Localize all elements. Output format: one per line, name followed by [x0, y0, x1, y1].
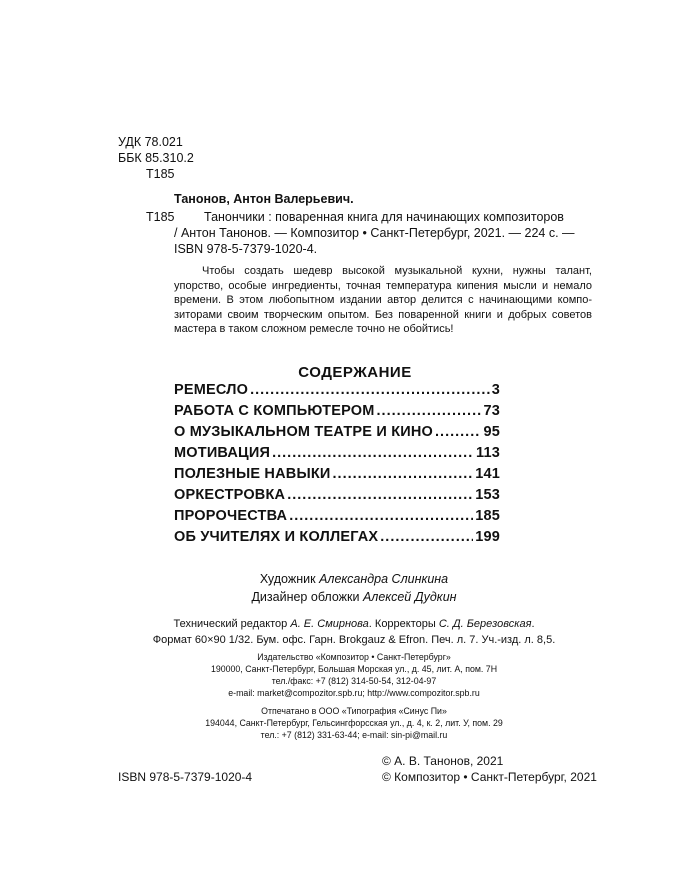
- artist-label: Художник: [259, 572, 316, 586]
- toc-leader: [287, 487, 473, 503]
- toc-entry-page: 113: [476, 445, 500, 461]
- toc-entry-title: РАБОТА С КОМПЬЮТЕРОМ: [174, 403, 375, 419]
- publisher-name: Издательство «Композитор • Санкт-Петербург»: [257, 652, 451, 662]
- artist-credit: [14, 570, 680, 588]
- annotation-line: мастера в таком сложном ремесле точно не обойтись!: [174, 323, 454, 335]
- annotation-line: зиторами своим творческим опытом. Без поваренной книги и добрых советов: [174, 308, 592, 321]
- technical-editors: Технический редактор А. Е. Смирнова. Корректоры С. Д. Березовская.: [173, 618, 535, 630]
- toc-entry-title: ПОЛЕЗНЫЕ НАВЫКИ: [174, 466, 331, 482]
- printer-name: Отпечатано в ООО «Типография «Синус Пи»: [261, 706, 447, 716]
- toc-entry: [174, 424, 500, 445]
- toc-entry-page: 199: [475, 529, 500, 545]
- toc-entry: [174, 487, 500, 508]
- contents-title: СОДЕРЖАНИЕ: [298, 364, 412, 381]
- toc-entry-page: 153: [475, 487, 500, 503]
- printer-address: 194044, Санкт-Петербург, Гельсингфорсская ул., д. 4, к. 2, лит. У, пом. 29: [205, 718, 503, 728]
- toc-entry: [174, 403, 500, 424]
- toc-entry-page: 73: [483, 403, 500, 419]
- copyright-author: © А. В. Танонов, 2021: [382, 754, 504, 768]
- toc-leader: [377, 403, 482, 419]
- toc-entry-page: 185: [475, 508, 500, 524]
- toc-entry-page: 141: [475, 466, 500, 482]
- record-line-3: ISBN 978-5-7379-1020-4.: [174, 242, 318, 256]
- toc-entry-title: ОБ УЧИТЕЛЯХ И КОЛЛЕГАХ: [174, 529, 379, 545]
- bbk-code: ББК 85.310.2: [118, 151, 194, 165]
- print-format: Формат 60×90 1/32. Бум. офс. Гарн. Brokgauz & Efron. Печ. л. 7. Уч.-изд. л. 8,5.: [152, 634, 556, 646]
- toc-leader: [380, 529, 473, 545]
- publisher-phone: тел./факс: +7 (812) 314-50-54, 312-04-97: [271, 676, 437, 686]
- toc-entry-title: ПРОРОЧЕСТВА: [174, 508, 288, 524]
- author-heading: Танонов, Антон Валерьевич.: [174, 192, 354, 206]
- toc-leader: [289, 508, 473, 524]
- toc-entry-title: МОТИВАЦИЯ: [174, 445, 271, 461]
- toc-entry: [174, 466, 500, 487]
- toc-leader: [272, 445, 474, 461]
- record-line-2: / Антон Танонов. — Композитор • Санкт-Петербург, 2021. — 224 с. —: [174, 226, 575, 240]
- toc-entry: [174, 508, 500, 529]
- tech-editor-label: Технический редактор: [173, 618, 288, 630]
- toc-entry-page: 95: [483, 424, 500, 440]
- udk-code: УДК 78.021: [118, 135, 183, 149]
- toc-entry-page: 3: [491, 382, 500, 398]
- isbn: ISBN 978-5-7379-1020-4: [118, 770, 253, 784]
- record-author-mark: Т185: [146, 210, 175, 224]
- tech-editor-name: А. Е. Смирнова: [290, 618, 369, 630]
- toc-entry-title: ОРКЕСТРОВКА: [174, 487, 286, 503]
- table-of-contents: [174, 382, 500, 550]
- toc-entry: [174, 529, 500, 550]
- copyright-publisher: © Композитор • Санкт-Петербург, 2021: [382, 770, 597, 784]
- cover-designer-credit: [14, 588, 680, 606]
- artist-name: Александра Слинкина: [319, 572, 449, 586]
- proofreaders-name: С. Д. Березовская: [438, 618, 532, 630]
- toc-leader: [333, 466, 474, 482]
- toc-entry-title: РЕМЕСЛО: [174, 382, 249, 398]
- publisher-address: 190000, Санкт-Петербург, Большая Морская ул., д. 45, лит. А, пом. 7Н: [210, 664, 498, 674]
- annotation-line: упорство, особые ингредиенты, точная температура кипения мысли и немало: [174, 279, 592, 292]
- annotation-line: времени. В этом любопытном издании автор делится с начинающими компо-: [174, 294, 592, 306]
- cover-designer-name: Алексей Дудкин: [362, 590, 457, 604]
- printer-contacts: тел.: +7 (812) 331-63-44; e-mail: sin-pi@mail.ru: [260, 730, 448, 740]
- author-mark: Т185: [146, 167, 175, 181]
- toc-leader: [250, 382, 490, 398]
- toc-entry: [174, 382, 500, 403]
- toc-entry: [174, 445, 500, 466]
- publisher-contacts: e-mail: market@compozitor.spb.ru; http://www.compozitor.spb.ru: [228, 688, 480, 698]
- cover-designer-label: Дизайнер обложки: [251, 590, 360, 604]
- record-line-1: Танончики : поваренная книга для начинающих композиторов: [204, 210, 564, 224]
- toc-leader: [435, 424, 481, 440]
- annotation-line: Чтобы создать шедевр высокой музыкальной кухни, нужны талант,: [202, 265, 592, 277]
- annotation: [174, 264, 592, 337]
- proofreaders-label: Корректоры: [374, 618, 436, 630]
- toc-entry-title: О МУЗЫКАЛЬНОМ ТЕАТРЕ И КИНО: [174, 424, 434, 440]
